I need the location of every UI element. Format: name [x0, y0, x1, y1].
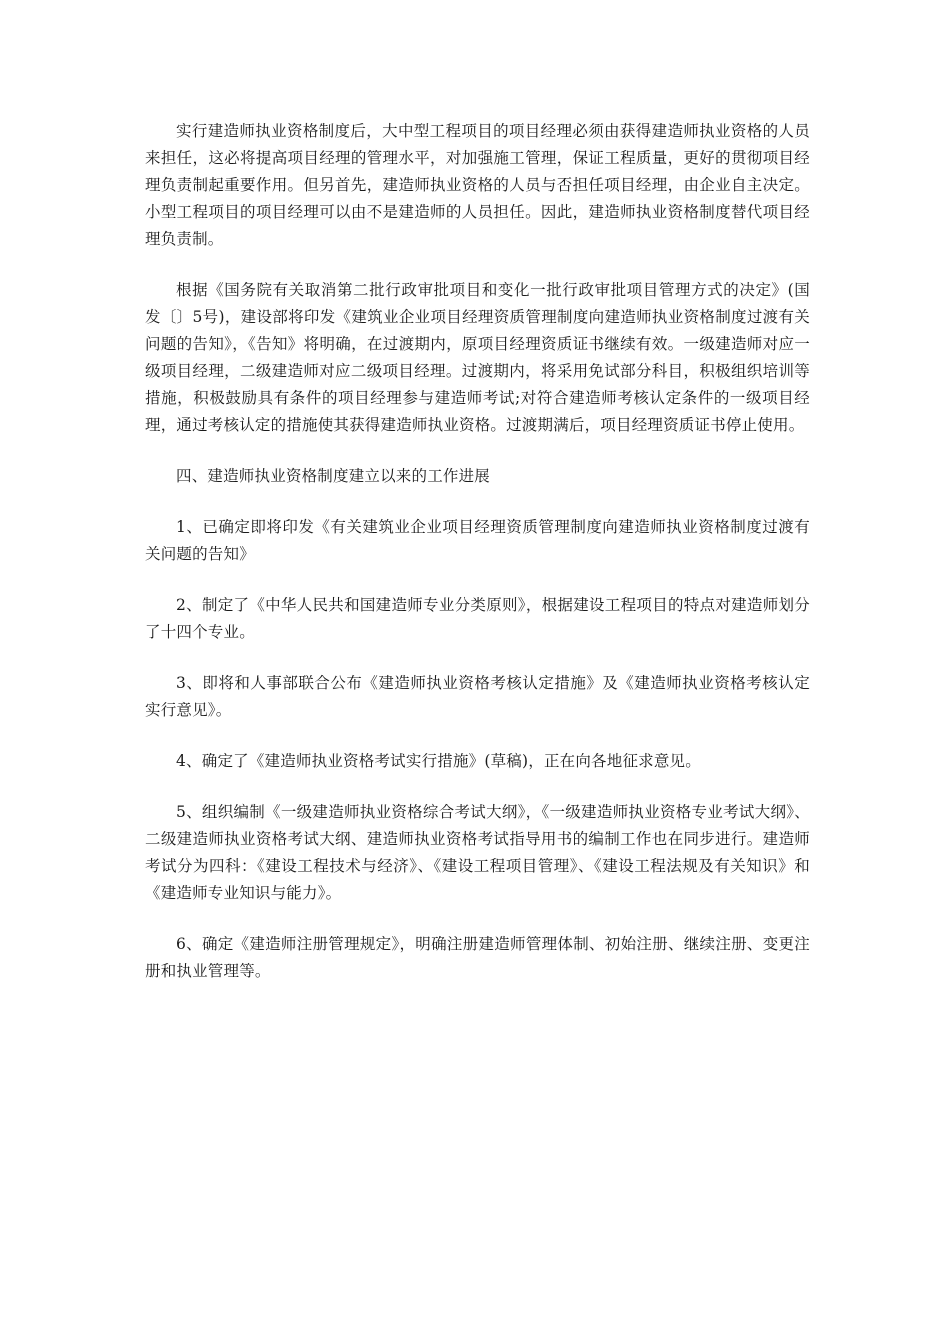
paragraph-intro-qualification: 实行建造师执业资格制度后，大中型工程项目的项目经理必须由获得建造师执业资格的人员来担任，这必将提高项目经理的管理水平，对加强施工管理，保证工程质量，更好的贯彻项目经理负责制起重要作用。但另首先，建造师执业资格的人员与否担任项目经理，由企业自主决定。小型工程项目的项目经理可以由不是建造师的人员担任。因此，建造师执业资格制度替代项目经理负责制。 — [145, 122, 810, 248]
list-item-2: 2、制定了《中华人民共和国建造师专业分类原则》，根据建设工程项目的特点对建造师划分了十四个专业。 — [145, 596, 810, 641]
section-heading-progress: 四、建造师执业资格制度建立以来的工作进展 — [176, 467, 491, 485]
list-item-4: 4、确定了《建造师执业资格考试实行措施》(草稿)，正在向各地征求意见。 — [176, 752, 701, 770]
list-item-5: 5、组织编制《一级建造师执业资格综合考试大纲》，《一级建造师执业资格专业考试大纲》、二级建造师执业资格考试大纲、建造师执业资格考试指导用书的编制工作也在同步进行。建造师考试分为四科：《建设工程技术与经济》、《建设工程项目管理》、《建设工程法规及有关知识》和《建造师专业知识与能力》。 — [145, 803, 810, 902]
list-item-6: 6、确定《建造师注册管理规定》，明确注册建造师管理体制、初始注册、继续注册、变更注册和执业管理等。 — [145, 935, 810, 980]
list-item-3: 3、即将和人事部联合公布《建造师执业资格考核认定措施》及《建造师执业资格考核认定实行意见》。 — [145, 674, 810, 719]
document-body — [145, 118, 810, 1009]
paragraph-transition-policy: 根据《国务院有关取消第二批行政审批项目和变化一批行政审批项目管理方式的决定》(国发〔〕5号)，建设部将印发《建筑业企业项目经理资质管理制度向建造师执业资格制度过渡有关问题的告知》，《告知》将明确，在过渡期内，原项目经理资质证书继续有效。一级建造师对应一级项目经理，二级建造师对应二级项目经理。过渡期内，将采用免试部分科目，积极组织培训等措施，积极鼓励具有条件的项目经理参与建造师考试;对符合建造师考核认定条件的一级项目经理，通过考核认定的措施使其获得建造师执业资格。过渡期满后，项目经理资质证书停止使用。 — [145, 281, 810, 434]
list-item-1: 1、已确定即将印发《有关建筑业企业项目经理资质管理制度向建造师执业资格制度过渡有关问题的告知》 — [145, 518, 810, 563]
